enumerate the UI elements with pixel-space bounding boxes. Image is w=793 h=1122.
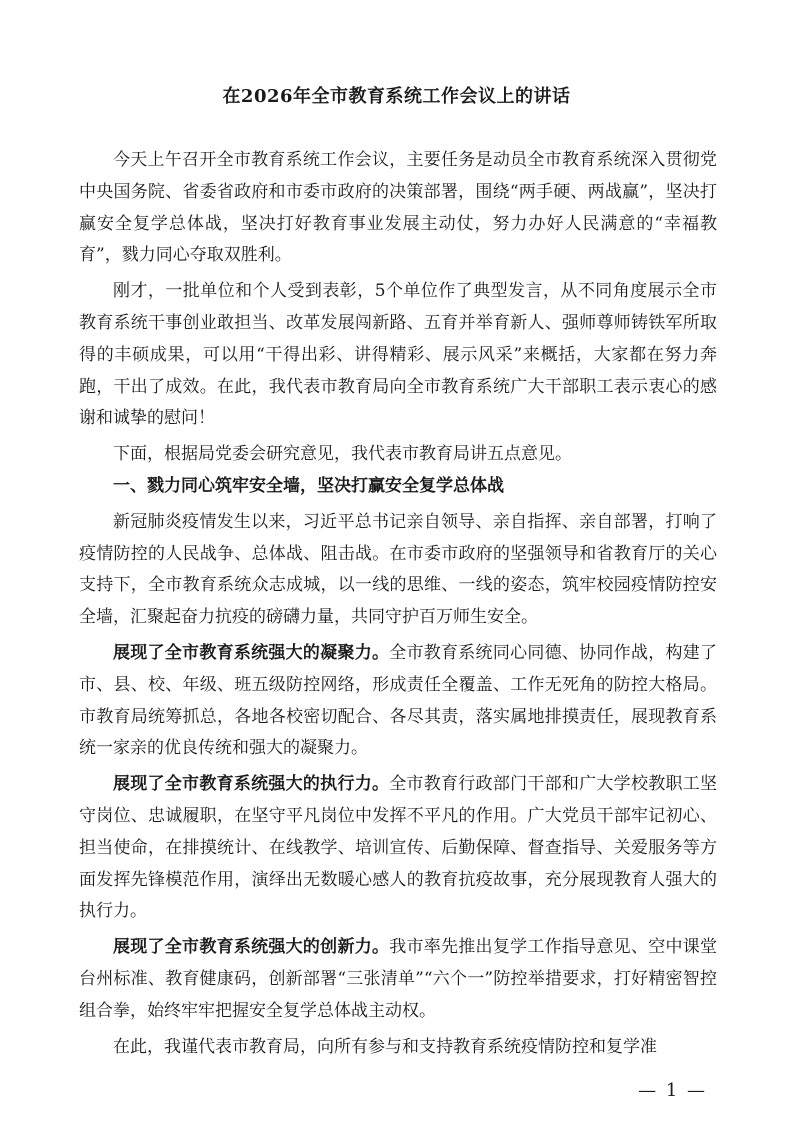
section-heading-1: 一、戮力同心筑牢安全墙，坚决打赢安全复学总体战 <box>113 475 504 496</box>
document-body <box>79 145 717 1063</box>
point-lead: 展现了全市教育系统强大的创新力。 <box>113 937 390 958</box>
paragraph-commendation: 刚才，一批单位和个人受到表彰，5个单位作了典型发言，从不同角度展示全市教育系统干事创业敢担当、改革发展闯新路、五育并举育新人、强师尊师铸铁军所取得的丰硕成果，可以用“干得出彩、讲得精彩、展示风采”来概括，大家都在努力奔跑，干出了成效。在此，我代表市教育局向全市教育系统广大干部职工表示衷心的感谢和诚挚的慰问！ <box>79 281 717 429</box>
section-1-closing: 在此，我谨代表市教育局，向所有参与和支持教育系统疫情防控和复学准 <box>113 1036 657 1057</box>
section-1-point-execution <box>79 769 717 928</box>
section-1-intro: 新冠肺炎疫情发生以来，习近平总书记亲自领导、亲自指挥、亲自部署，打响了疫情防控的人民战争、总体战、阻击战。在市委市政府的坚强领导和省教育厅的关心支持下，全市教育系统众志成城，以一线的思维、一线的姿态，筑牢校园疫情防控安全墙，汇聚起奋力抗疫的磅礴力量，共同守护百万师生安全。 <box>79 511 717 628</box>
paragraph-opening: 今天上午召开全市教育系统工作会议，主要任务是动员全市教育系统深入贯彻党中央国务院、省委省政府和市委市政府的决策部署，围绕“两手硬、两战赢”，坚决打赢安全复学总体战，坚决打好教育事业发展主动仗，努力办好人民满意的“幸福教育”，戮力同心夺取双胜利。 <box>79 150 717 266</box>
page-number: — 1 — <box>638 1080 707 1101</box>
point-lead: 展现了全市教育系统强大的执行力。 <box>113 774 390 795</box>
section-1-point-cohesion <box>79 638 717 765</box>
paragraph-outline: 下面，根据局党委会研究意见，我代表市教育局讲五点意见。 <box>113 444 572 465</box>
point-text: 我市率先推出复学工作指导意见、空中课堂台州标准、教育健康码，创新部署“三张清单”“六个一”防控举措要求，打好精密智控组合拳，始终牢牢把握安全复学总体战主动权。 <box>79 937 717 1021</box>
point-text: 全市教育行政部门干部和广大学校教职工坚守岗位、忠诚履职，在坚守平凡岗位中发挥不平凡的作用。广大党员干部牢记初心、担当使命，在排摸统计、在线教学、培训宣传、后勤保障、督查指导、关爱服务等方面发挥先锋模范作用，演绎出无数暖心感人的教育抗疫故事，充分展现教育人强大的执行力。 <box>79 774 717 922</box>
point-lead: 展现了全市教育系统强大的凝聚力。 <box>113 642 390 663</box>
point-text: 全市教育系统同心同德、协同作战，构建了市、县、校、年级、班五级防控网络，形成责任全覆盖、工作无死角的防控大格局。市教育局统筹抓总，各地各校密切配合、各尽其责，落实属地排摸责任，展现教育系统一家亲的优良传统和强大的凝聚力。 <box>79 642 717 759</box>
section-1-point-innovation <box>79 932 717 1027</box>
document-title: 在2026年全市教育系统工作会议上的讲话 <box>222 86 571 107</box>
